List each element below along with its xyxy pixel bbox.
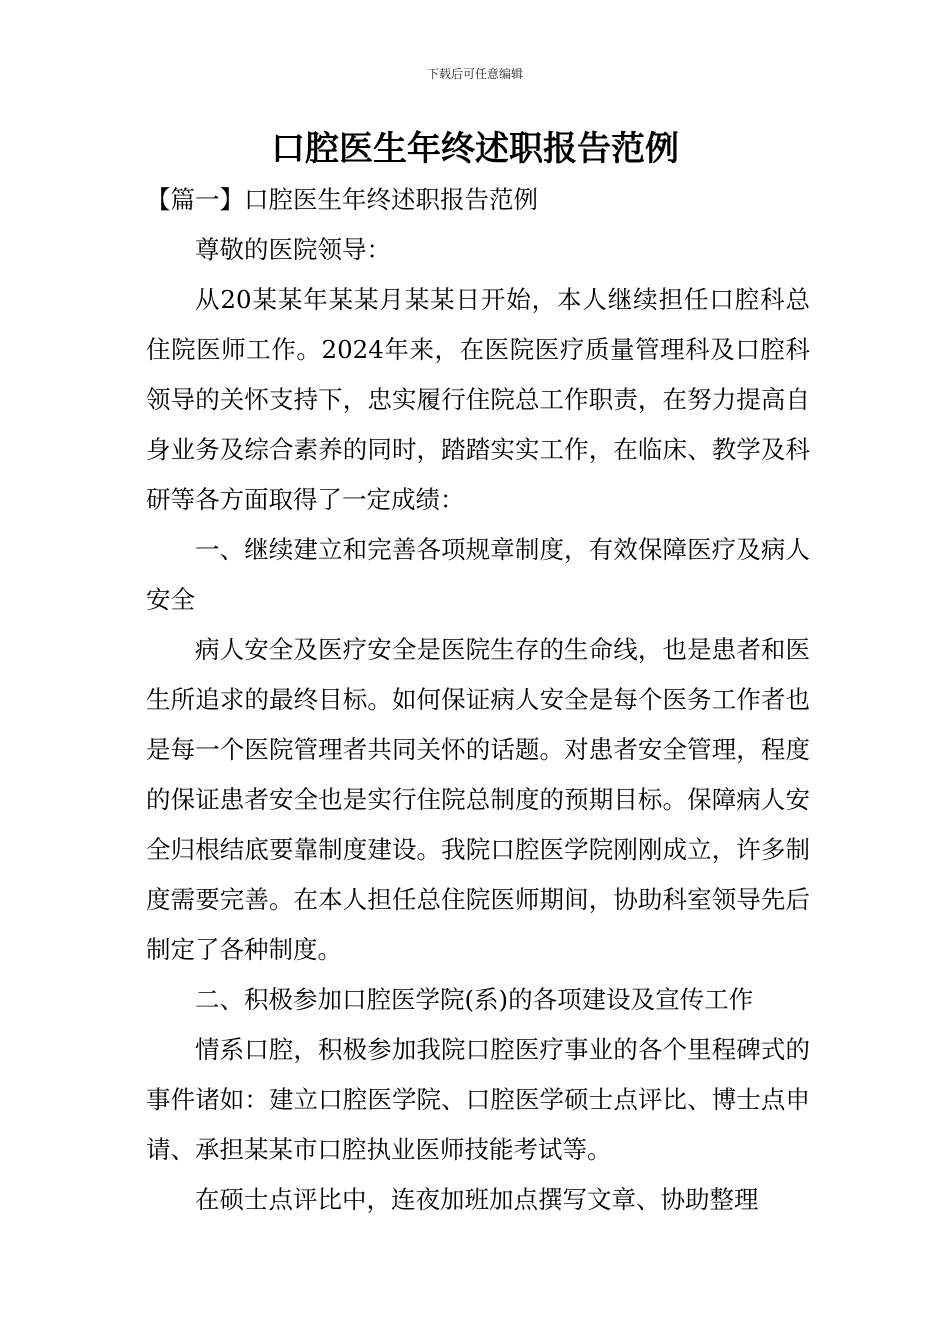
salutation: 尊敬的医院领导：: [195, 235, 391, 264]
paragraph: 在硕士点评比中，连夜加班加点撰写文章、协助整理: [195, 1185, 759, 1214]
document-body: [146, 175, 810, 1225]
subheading-1: 一、继续建立和完善各项规章制度，有效保障医疗及病人安全: [146, 535, 810, 614]
paragraph: 情系口腔，积极参加我院口腔医疗事业的各个里程碑式的事件诸如：建立口腔医学院、口腔医学硕士点评比、博士点申请、承担某某市口腔执业医师技能考试等。: [146, 1035, 810, 1164]
paragraph: 从20某某年某某月某某日开始，本人继续担任口腔科总住院医师工作。2024年来，在医院医疗质量管理科及口腔科领导的关怀支持下，忠实履行住院总工作职责，在努力提高自身业务及综合素养的同时，踏踏实实工作，在临床、教学及科研等各方面取得了一定成绩：: [146, 285, 810, 514]
section-heading: 【篇一】口腔医生年终述职报告范例: [146, 185, 538, 214]
subheading-2: 二、积极参加口腔医学院(系)的各项建设及宣传工作: [195, 985, 754, 1014]
header-note: 下载后可任意编辑: [426, 67, 523, 81]
document-title: 口腔医生年终述职报告范例: [271, 129, 679, 169]
paragraph: 病人安全及医疗安全是医院生存的生命线，也是患者和医生所追求的最终目标。如何保证病人安全是每个医务工作者也是每一个医院管理者共同关怀的话题。对患者安全管理，程度的保证患者安全也是实行住院总制度的预期目标。保障病人安全归根结底要靠制度建设。我院口腔医学院刚刚成立，许多制度需要完善。在本人担任总住院医师期间，协助科室领导先后制定了各种制度。: [146, 635, 810, 964]
